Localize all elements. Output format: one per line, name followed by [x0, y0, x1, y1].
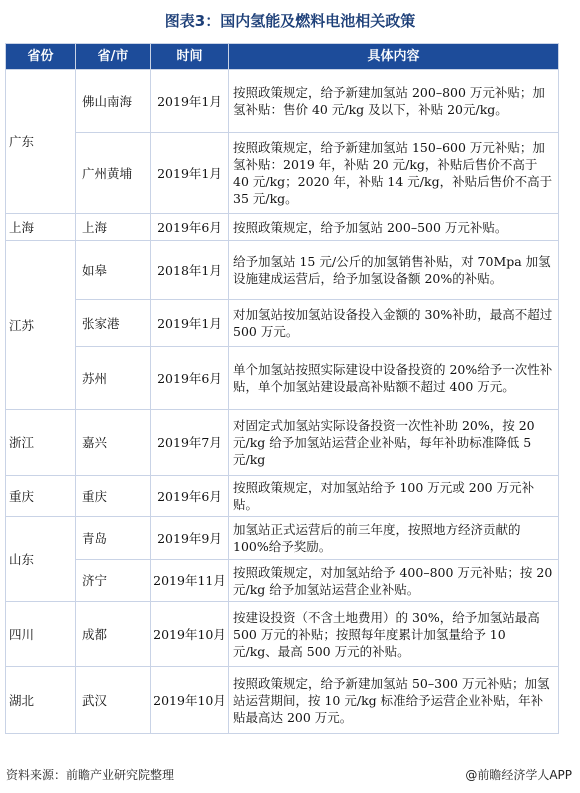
content-cell: 按照政策规定，给予新建加氢站 150–600 万元补贴；加氢补贴：2019 年，补贴 20 元/kg，补贴后售价不高于 40 元/kg；2020 年，补贴 14 元/kg，补贴后售价不高于 35 元/kg。: [229, 133, 559, 214]
figure-title: 图表3：国内氢能及燃料电池相关政策: [164, 12, 416, 30]
time-cell: 2019年1月: [151, 300, 229, 347]
city-cell: 上海: [76, 214, 151, 241]
header-province: 省份: [6, 44, 76, 70]
source-note: 资料来源：前瞻产业研究院整理: [6, 768, 175, 782]
city-cell: 如皋: [76, 241, 151, 300]
table-row: [6, 300, 559, 347]
brand-credit: @前瞻经济学人APP: [465, 768, 572, 782]
time-cell: 2018年1月: [151, 241, 229, 300]
province-cell: 四川: [6, 602, 76, 667]
table-row: [6, 214, 559, 241]
province-cell: 山东: [6, 517, 76, 602]
city-cell: 济宁: [76, 560, 151, 602]
content-cell: 给予加氢站 15 元/公斤的加氢销售补贴，对 70Mpa 加氢设施建成运营后，给予加氢设备额 20%的补贴。: [229, 241, 559, 300]
time-cell: 2019年10月: [151, 602, 229, 667]
table-row: [6, 241, 559, 300]
city-cell: 张家港: [76, 300, 151, 347]
table-row: [6, 70, 559, 133]
header-city: 省/市: [76, 44, 151, 70]
city-cell: 苏州: [76, 347, 151, 410]
city-cell: 重庆: [76, 476, 151, 517]
table-row: [6, 476, 559, 517]
time-cell: 2019年1月: [151, 70, 229, 133]
content-cell: 按建设投资（不含土地费用）的 30%，给予加氢站最高 500 万元的补贴；按照每年度累计加氢量给予 10 元/kg、最高 500 万元的补贴。: [229, 602, 559, 667]
city-cell: 武汉: [76, 667, 151, 734]
city-cell: 成都: [76, 602, 151, 667]
policy-table: [5, 43, 559, 734]
table-row: [6, 410, 559, 476]
time-cell: 2019年6月: [151, 214, 229, 241]
province-cell: 上海: [6, 214, 76, 241]
table-row: [6, 560, 559, 602]
content-cell: 按照政策规定，对加氢站给予 400–800 万元补贴；按 20 元/kg 给予加氢站运营企业补贴。: [229, 560, 559, 602]
table-row: [6, 517, 559, 560]
city-cell: 青岛: [76, 517, 151, 560]
table-row: [6, 347, 559, 410]
province-cell: 江苏: [6, 241, 76, 410]
content-cell: 单个加氢站按照实际建设中设备投资的 20%给予一次性补贴，单个加氢站建设最高补贴额不超过 400 万元。: [229, 347, 559, 410]
table-row: [6, 133, 559, 214]
province-cell: 浙江: [6, 410, 76, 476]
table-row: [6, 667, 559, 734]
city-cell: 嘉兴: [76, 410, 151, 476]
content-cell: 对加氢站按加氢站设备投入金额的 30%补助，最高不超过 500 万元。: [229, 300, 559, 347]
time-cell: 2019年11月: [151, 560, 229, 602]
province-cell: 湖北: [6, 667, 76, 734]
time-cell: 2019年1月: [151, 133, 229, 214]
table-row: [6, 602, 559, 667]
content-cell: 按照政策规定，给予新建加氢站 50–300 万元补贴；加氢站运营期间，按 10 元/kg 标准给予运营企业补贴，年补贴最高达 200 万元。: [229, 667, 559, 734]
time-cell: 2019年10月: [151, 667, 229, 734]
city-cell: 广州黄埔: [76, 133, 151, 214]
content-cell: 按照政策规定，对加氢站给予 100 万元或 200 万元补贴。: [229, 476, 559, 517]
table-header-row: [6, 44, 559, 70]
time-cell: 2019年6月: [151, 347, 229, 410]
header-content: 具体内容: [229, 44, 559, 70]
content-cell: 按照政策规定，给予新建加氢站 200–800 万元补贴；加氢补贴：售价 40 元/kg 及以下，补贴 20元/kg。: [229, 70, 559, 133]
province-cell: 广东: [6, 70, 76, 214]
content-cell: 按照政策规定，给予加氢站 200–500 万元补贴。: [229, 214, 559, 241]
city-cell: 佛山南海: [76, 70, 151, 133]
time-cell: 2019年9月: [151, 517, 229, 560]
content-cell: 对固定式加氢站实际设备投资一次性补助 20%，按 20 元/kg 给予加氢站运营企业补贴，每年补助标准降低 5 元/kg: [229, 410, 559, 476]
content-cell: 加氢站正式运营后的前三年度，按照地方经济贡献的 100%给予奖励。: [229, 517, 559, 560]
time-cell: 2019年6月: [151, 476, 229, 517]
time-cell: 2019年7月: [151, 410, 229, 476]
header-time: 时间: [151, 44, 229, 70]
province-cell: 重庆: [6, 476, 76, 517]
